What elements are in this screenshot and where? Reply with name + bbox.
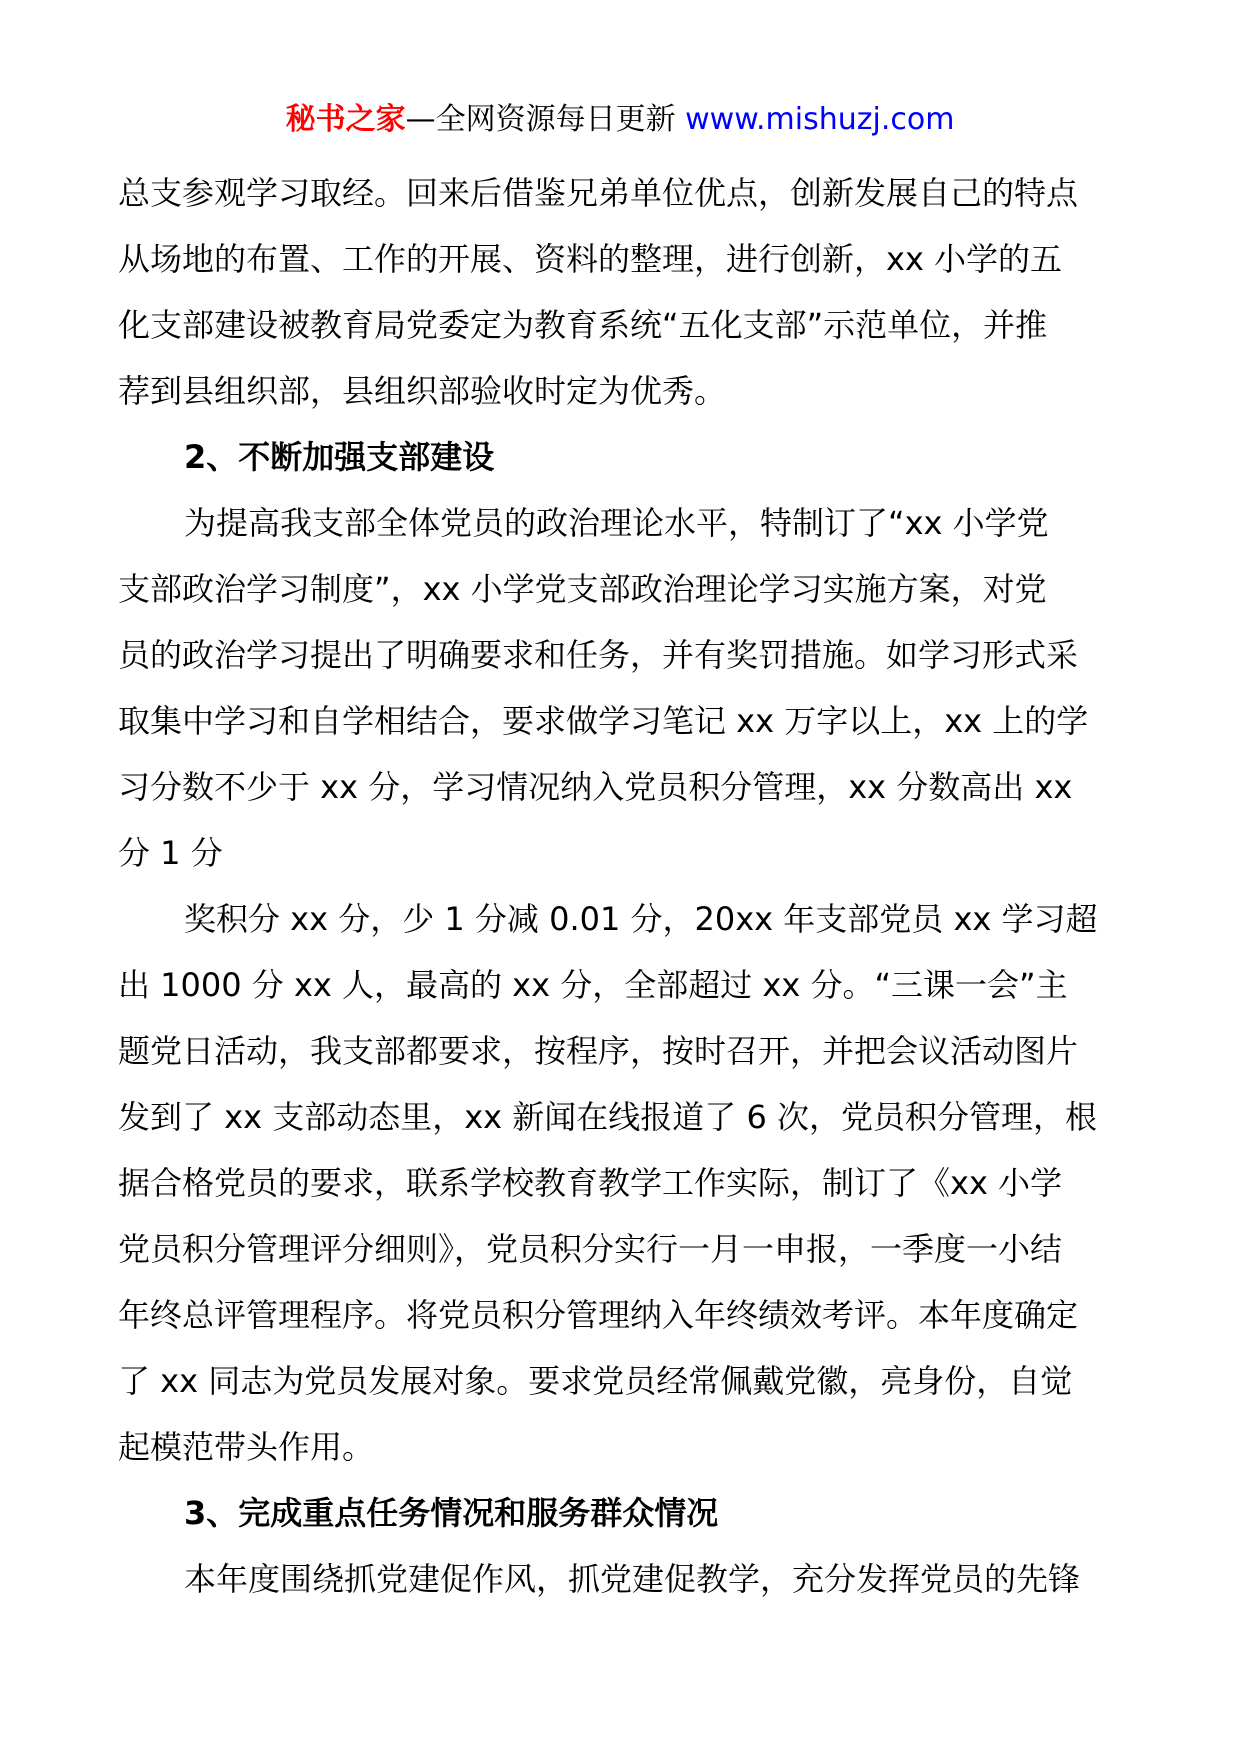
site-banner [0, 100, 1240, 140]
text-line: 取集中学习和自学相结合，要求做学习笔记 xx 万字以上，xx 上的学 [118, 702, 1089, 740]
text-line: 化支部建设被教育局党委定为教育系统“五化支部”示范单位，并推 [118, 306, 1048, 344]
text-line: 发到了 xx 支部动态里，xx 新闻在线报道了 6 次，党员积分管理，根 [118, 1098, 1097, 1136]
text-line: 出 1000 分 xx 人，最高的 xx 分，全部超过 xx 分。“三课一会”主 [118, 966, 1068, 1004]
site-url-link[interactable]: www.mishuzj.com [685, 102, 955, 137]
text-line: 党员积分管理评分细则》，党员积分实行一月一申报，一季度一小结 [118, 1230, 1063, 1268]
text-line: 荐到县组织部，县组织部验收时定为优秀。 [118, 372, 727, 410]
text-line: 本年度围绕抓党建促作风，抓党建促教学，充分发挥党员的先锋 [184, 1560, 1081, 1598]
section-heading: 3、完成重点任务情况和服务群众情况 [184, 1494, 719, 1532]
banner-tagline: —全网资源每日更新 [405, 102, 686, 137]
section-heading: 2、不断加强支部建设 [184, 438, 495, 476]
text-line: 总支参观学习取经。回来后借鉴兄弟单位优点，创新发展自己的特点 [118, 174, 1079, 212]
text-line: 据合格党员的要求，联系学校教育教学工作实际，制订了《xx 小学 [118, 1164, 1063, 1202]
text-line: 题党日活动，我支部都要求，按程序，按时召开，并把会议活动图片 [118, 1032, 1079, 1070]
text-line: 从场地的布置、工作的开展、资料的整理，进行创新，xx 小学的五 [118, 240, 1063, 278]
text-line: 奖积分 xx 分，少 1 分减 0.01 分，20xx 年支部党员 xx 学习超 [184, 900, 1098, 938]
text-line: 支部政治学习制度”，xx 小学党支部政治理论学习实施方案，对党 [118, 570, 1047, 608]
text-line: 员的政治学习提出了明确要求和任务，并有奖罚措施。如学习形式采 [118, 636, 1079, 674]
text-line: 为提高我支部全体党员的政治理论水平，特制订了“xx 小学党 [184, 504, 1049, 542]
text-line: 年终总评管理程序。将党员积分管理纳入年终绩效考评。本年度确定 [118, 1296, 1079, 1334]
text-line: 起模范带头作用。 [118, 1428, 375, 1466]
text-line: 了 xx 同志为党员发展对象。要求党员经常佩戴党徽，亮身份，自觉 [118, 1362, 1073, 1400]
brand-name: 秘书之家 [285, 102, 406, 137]
text-line: 习分数不少于 xx 分，学习情况纳入党员积分管理，xx 分数高出 xx [118, 768, 1073, 806]
document-body [118, 160, 1128, 1612]
text-line: 分 1 分 [118, 834, 223, 872]
